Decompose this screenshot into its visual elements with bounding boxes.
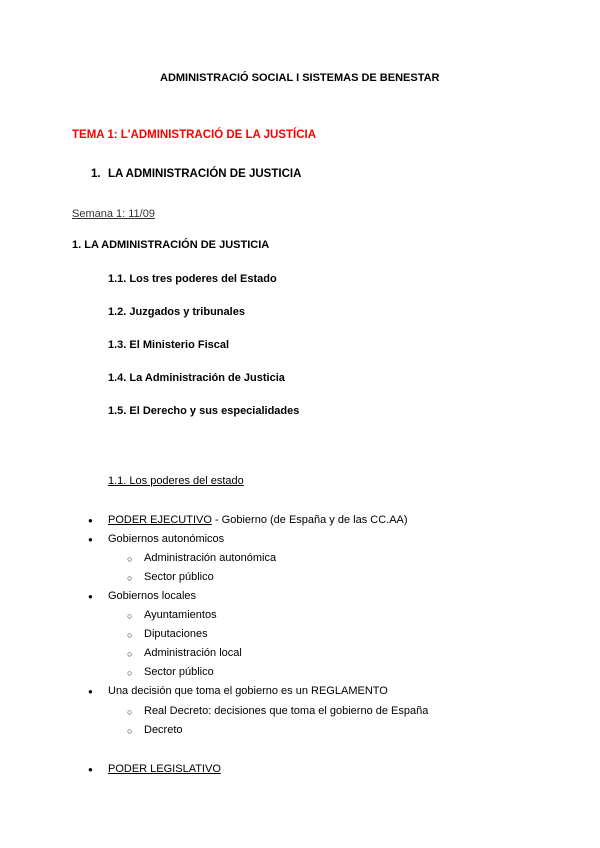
list-subitem: Administración autonómica [144, 552, 277, 564]
bullet-circle-icon: ○ [127, 630, 133, 640]
list-subitem: Sector público [144, 666, 214, 678]
topic-heading: TEMA 1: L'ADMINISTRACIÓ DE LA JUSTÍCIA [72, 129, 317, 141]
list-item: Una decisión que toma el gobierno es un REGLAMENTO [108, 685, 388, 697]
index-title: 1. LA ADMINISTRACIÓN DE JUSTICIA [72, 239, 270, 251]
list-subitem: Diputaciones [144, 628, 208, 640]
list-subitem: Sector público [144, 571, 214, 583]
bullet-circle-icon: ○ [127, 611, 133, 621]
week-label: Semana 1: 11/09 [72, 208, 155, 220]
list-item [108, 513, 408, 527]
list-subitem: Real Decreto: decisiones que toma el gobierno de España [144, 705, 429, 717]
index-item: 1.3. El Ministerio Fiscal [108, 339, 230, 351]
document-title: ADMINISTRACIÓ SOCIAL I SISTEMAS DE BENESTAR [160, 72, 440, 84]
list-subitem: Administración local [144, 647, 242, 659]
section-heading: LA ADMINISTRACIÓN DE JUSTICIA [108, 168, 302, 180]
bullet-dot-icon: ● [88, 765, 93, 774]
poder-ejecutivo-text: - Gobierno (de España y de las CC.AA) [211, 514, 408, 526]
list-subitem: Ayuntamientos [144, 609, 217, 621]
bullet-circle-icon: ○ [127, 668, 133, 678]
section-number: 1. [91, 168, 101, 180]
bullet-circle-icon: ○ [127, 649, 133, 659]
index-item: 1.5. El Derecho y sus especialidades [108, 405, 300, 417]
bullet-dot-icon: ● [88, 687, 93, 696]
list-item: Gobiernos autonómicos [108, 533, 225, 545]
bullet-circle-icon: ○ [127, 707, 133, 717]
index-item: 1.4. La Administración de Justicia [108, 372, 285, 384]
poder-legislativo-label: PODER LEGISLATIVO [108, 763, 221, 775]
index-item: 1.2. Juzgados y tribunales [108, 306, 245, 318]
bullet-dot-icon: ● [88, 592, 93, 601]
list-subitem: Decreto [144, 724, 183, 736]
subsection-heading: 1.1. Los poderes del estado [108, 475, 244, 487]
bullet-dot-icon: ● [88, 535, 93, 544]
list-item: Gobiernos locales [108, 590, 197, 602]
bullet-circle-icon: ○ [127, 573, 133, 583]
poder-ejecutivo-label: PODER EJECUTIVO [108, 514, 212, 526]
bullet-circle-icon: ○ [127, 726, 133, 736]
bullet-dot-icon: ● [88, 516, 93, 525]
bullet-circle-icon: ○ [127, 554, 133, 564]
index-item: 1.1. Los tres poderes del Estado [108, 273, 277, 285]
